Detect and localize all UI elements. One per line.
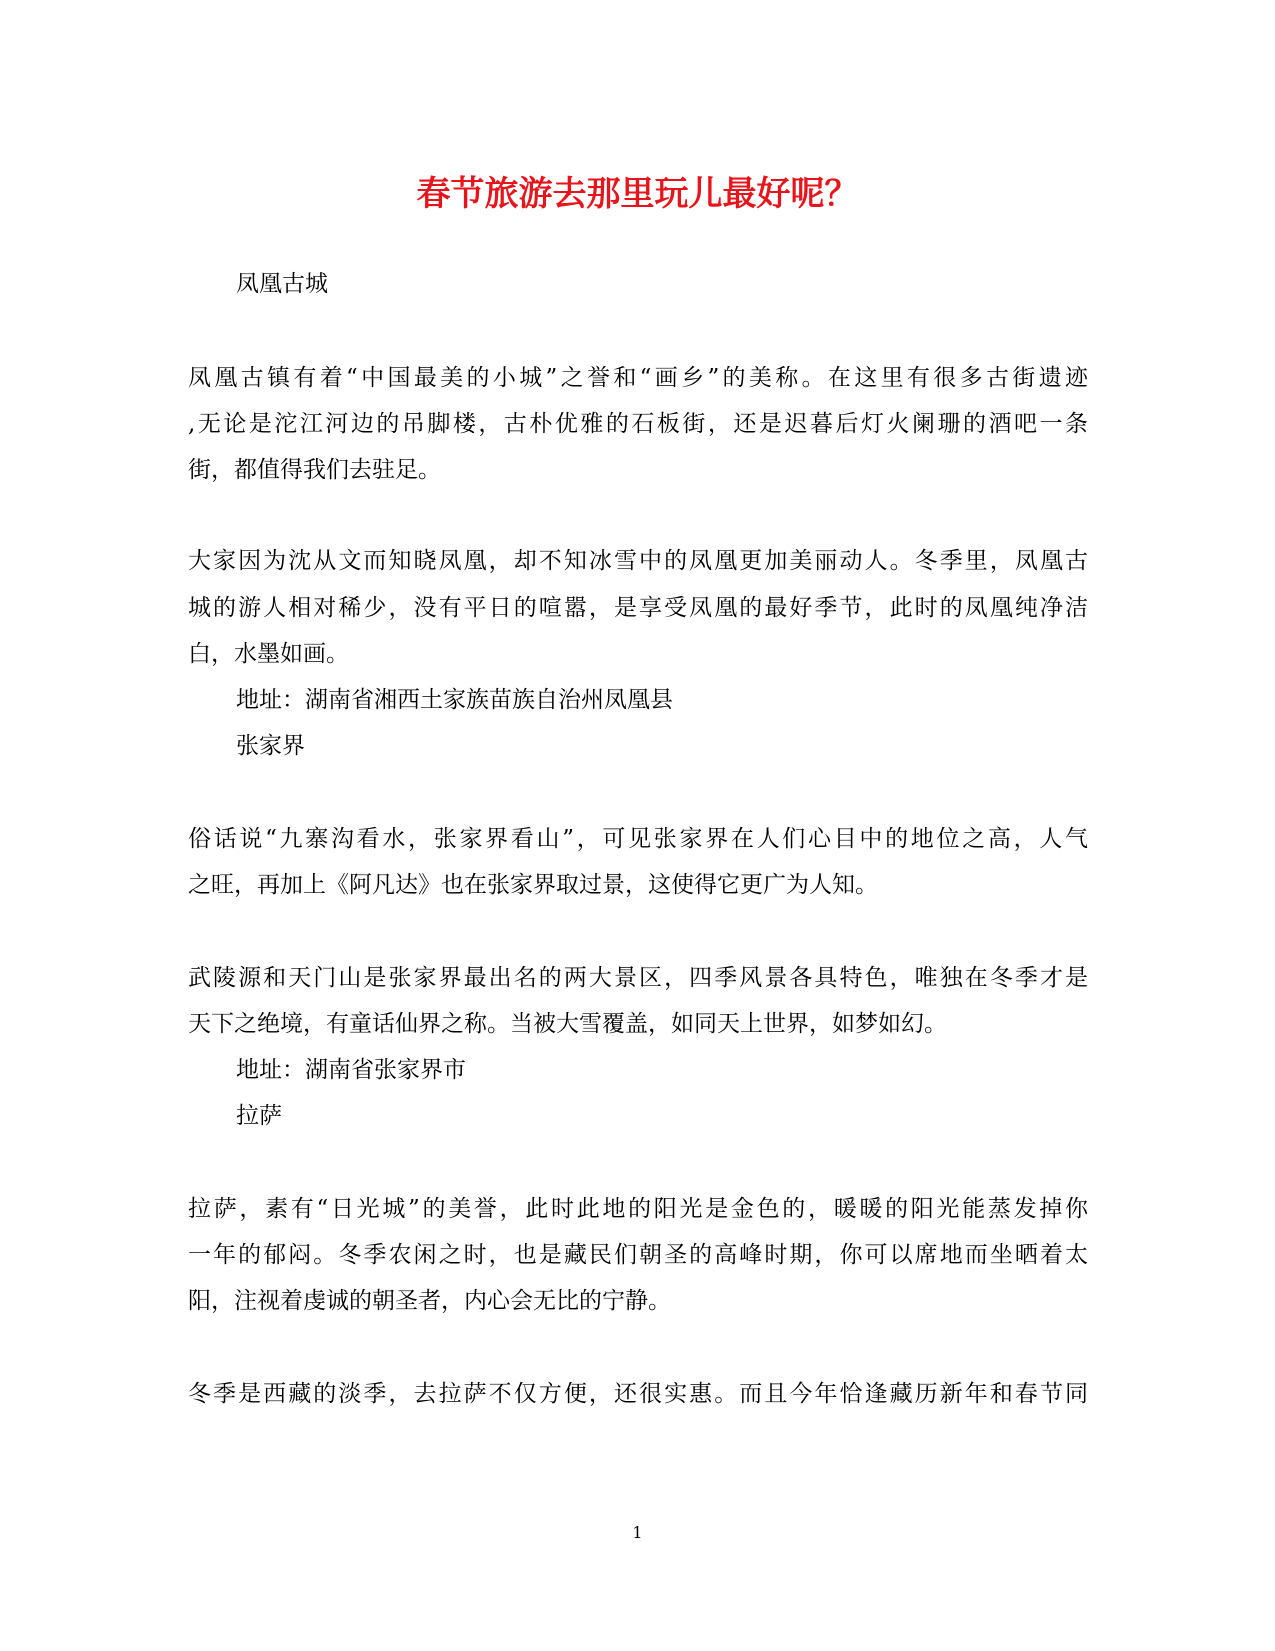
paragraph-line: 一年的郁闷。冬季农闲之时，也是藏民们朝圣的高峰时期，你可以席地而坐晒着太 <box>188 1242 1088 1268</box>
section-heading-fenghuang: 凤凰古城 <box>236 271 328 297</box>
section-heading-lhasa: 拉萨 <box>236 1103 282 1129</box>
paragraph-line: 白，水墨如画。 <box>188 641 349 667</box>
paragraph-line: 凤凰古镇有着“中国最美的小城”之誉和“画乡”的美称。在这里有很多古街遗迹 <box>188 365 1088 391</box>
paragraph-line: 俗话说“九寨沟看水，张家界看山”，可见张家界在人们心目中的地位之高，人气 <box>188 826 1088 852</box>
paragraph-line: 街，都值得我们去驻足。 <box>188 457 441 483</box>
paragraph-line: 大家因为沈从文而知晓凤凰，却不知冰雪中的凤凰更加美丽动人。冬季里，凤凰古 <box>188 548 1088 574</box>
section-heading-zhangjiajie: 张家界 <box>236 733 305 759</box>
address-zhangjiajie: 地址：湖南省张家界市 <box>236 1057 466 1083</box>
paragraph-line: ,无论是沱江河边的吊脚楼，古朴优雅的石板街，还是迟暮后灯火阑珊的酒吧一条 <box>188 411 1088 437</box>
paragraph-line: 阳，注视着虔诚的朝圣者，内心会无比的宁静。 <box>188 1288 671 1314</box>
address-fenghuang: 地址：湖南省湘西土家族苗族自治州凤凰县 <box>236 687 673 713</box>
page-title: 春节旅游去那里玩儿最好呢？ <box>416 174 859 214</box>
paragraph-line: 武陵源和天门山是张家界最出名的两大景区，四季风景各具特色，唯独在冬季才是 <box>188 965 1088 991</box>
paragraph-line: 冬季是西藏的淡季，去拉萨不仅方便，还很实惠。而且今年恰逢藏历新年和春节同 <box>188 1381 1088 1407</box>
paragraph-line: 城的游人相对稀少，没有平日的喧嚣，是享受凤凰的最好季节，此时的凤凰纯净洁 <box>188 595 1088 621</box>
paragraph-line: 拉萨，素有“日光城”的美誉，此时此地的阳光是金色的，暖暖的阳光能蒸发掉你 <box>188 1196 1088 1222</box>
paragraph-line: 之旺，再加上《阿凡达》也在张家界取过景，这使得它更广为人知。 <box>188 872 878 898</box>
page-number: 1 <box>632 1523 643 1542</box>
paragraph-line: 天下之绝境，有童话仙界之称。当被大雪覆盖，如同天上世界，如梦如幻。 <box>188 1011 947 1037</box>
